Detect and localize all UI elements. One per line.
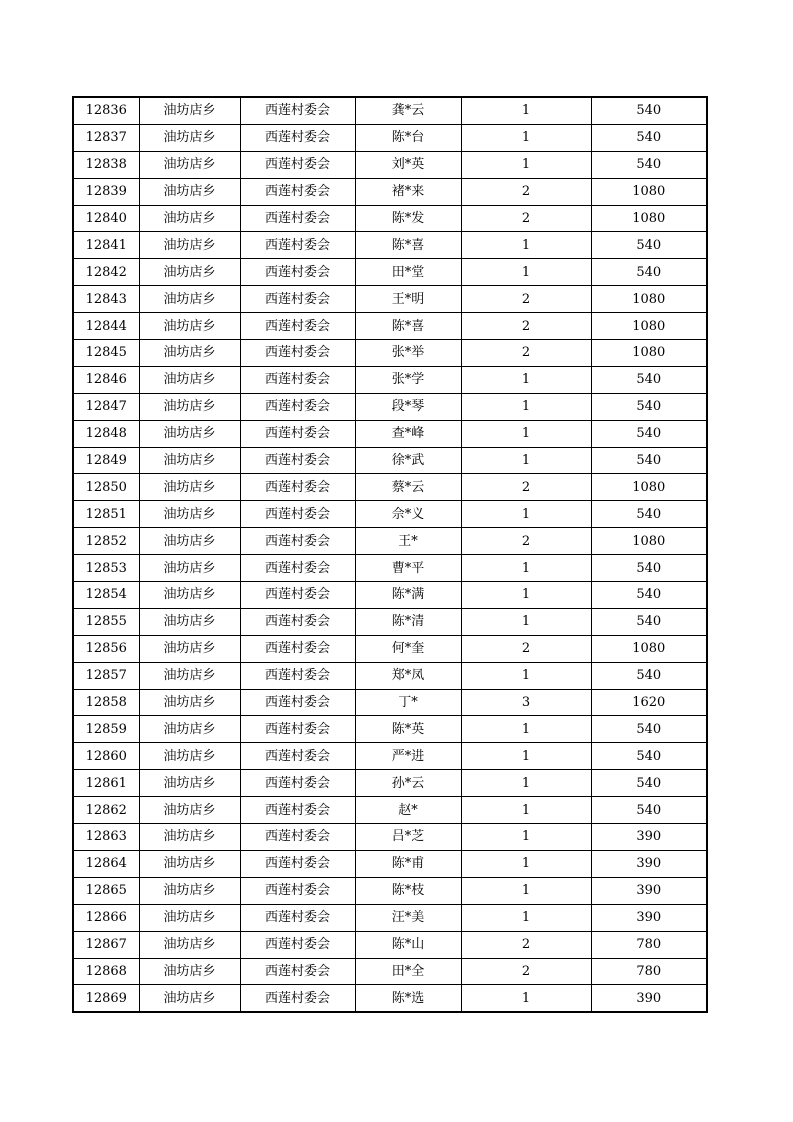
cell-amount: 1620 [591,689,707,716]
cell-id: 12861 [73,770,139,797]
cell-township: 油坊店乡 [139,904,240,931]
cell-count: 3 [461,689,591,716]
table-body [73,97,707,1012]
cell-count: 1 [461,797,591,824]
cell-id: 12855 [73,608,139,635]
table-row [73,716,707,743]
cell-village: 西莲村委会 [240,608,355,635]
cell-township: 油坊店乡 [139,528,240,555]
cell-village: 西莲村委会 [240,555,355,582]
cell-name: 陈*枝 [355,877,461,904]
cell-village: 西莲村委会 [240,877,355,904]
cell-amount: 390 [591,904,707,931]
cell-id: 12868 [73,958,139,985]
cell-amount: 780 [591,931,707,958]
cell-count: 1 [461,824,591,851]
cell-amount: 1080 [591,340,707,367]
cell-village: 西莲村委会 [240,259,355,286]
cell-township: 油坊店乡 [139,340,240,367]
cell-id: 12844 [73,313,139,340]
cell-amount: 1080 [591,178,707,205]
cell-name: 陈*满 [355,582,461,609]
cell-name: 陈*甫 [355,850,461,877]
cell-id: 12845 [73,340,139,367]
cell-amount: 540 [591,447,707,474]
table-row [73,366,707,393]
cell-id: 12856 [73,635,139,662]
table-row [73,958,707,985]
cell-count: 1 [461,985,591,1012]
table-row [73,770,707,797]
cell-count: 2 [461,528,591,555]
cell-township: 油坊店乡 [139,555,240,582]
cell-id: 12839 [73,178,139,205]
cell-township: 油坊店乡 [139,232,240,259]
cell-village: 西莲村委会 [240,340,355,367]
cell-township: 油坊店乡 [139,797,240,824]
cell-id: 12837 [73,124,139,151]
cell-count: 1 [461,124,591,151]
cell-count: 2 [461,931,591,958]
cell-township: 油坊店乡 [139,985,240,1012]
data-table [72,96,708,1013]
cell-count: 1 [461,716,591,743]
cell-township: 油坊店乡 [139,313,240,340]
cell-name: 陈*喜 [355,232,461,259]
cell-name: 陈*台 [355,124,461,151]
cell-count: 1 [461,366,591,393]
cell-id: 12869 [73,985,139,1012]
cell-name: 陈*英 [355,716,461,743]
cell-name: 徐*武 [355,447,461,474]
cell-village: 西莲村委会 [240,97,355,124]
cell-name: 曹*平 [355,555,461,582]
cell-township: 油坊店乡 [139,151,240,178]
cell-village: 西莲村委会 [240,824,355,851]
cell-amount: 540 [591,124,707,151]
cell-count: 1 [461,151,591,178]
cell-amount: 1080 [591,286,707,313]
cell-township: 油坊店乡 [139,178,240,205]
cell-name: 丁* [355,689,461,716]
cell-amount: 540 [591,259,707,286]
cell-township: 油坊店乡 [139,824,240,851]
cell-village: 西莲村委会 [240,716,355,743]
cell-count: 1 [461,662,591,689]
table-row [73,689,707,716]
cell-id: 12843 [73,286,139,313]
cell-name: 何*奎 [355,635,461,662]
table-row [73,393,707,420]
cell-township: 油坊店乡 [139,205,240,232]
cell-count: 1 [461,743,591,770]
cell-name: 孙*云 [355,770,461,797]
table-row [73,340,707,367]
cell-village: 西莲村委会 [240,635,355,662]
cell-amount: 1080 [591,474,707,501]
cell-village: 西莲村委会 [240,151,355,178]
table-row [73,313,707,340]
table-row [73,205,707,232]
cell-id: 12864 [73,850,139,877]
cell-township: 油坊店乡 [139,931,240,958]
cell-township: 油坊店乡 [139,286,240,313]
cell-village: 西莲村委会 [240,662,355,689]
cell-village: 西莲村委会 [240,205,355,232]
cell-amount: 540 [591,797,707,824]
cell-id: 12841 [73,232,139,259]
cell-name: 王* [355,528,461,555]
cell-id: 12860 [73,743,139,770]
table-row [73,824,707,851]
cell-name: 田*堂 [355,259,461,286]
cell-name: 张*举 [355,340,461,367]
cell-township: 油坊店乡 [139,635,240,662]
cell-township: 油坊店乡 [139,474,240,501]
cell-id: 12850 [73,474,139,501]
cell-amount: 540 [591,770,707,797]
cell-id: 12863 [73,824,139,851]
cell-count: 1 [461,877,591,904]
cell-id: 12842 [73,259,139,286]
cell-amount: 540 [591,420,707,447]
cell-name: 陈*发 [355,205,461,232]
cell-village: 西莲村委会 [240,366,355,393]
cell-count: 1 [461,259,591,286]
cell-id: 12852 [73,528,139,555]
cell-name: 段*琴 [355,393,461,420]
cell-village: 西莲村委会 [240,958,355,985]
cell-township: 油坊店乡 [139,689,240,716]
table-row [73,528,707,555]
cell-village: 西莲村委会 [240,420,355,447]
cell-id: 12838 [73,151,139,178]
table-row [73,635,707,662]
cell-name: 查*峰 [355,420,461,447]
cell-village: 西莲村委会 [240,850,355,877]
cell-village: 西莲村委会 [240,232,355,259]
cell-village: 西莲村委会 [240,124,355,151]
cell-count: 2 [461,178,591,205]
table-row [73,985,707,1012]
cell-township: 油坊店乡 [139,124,240,151]
cell-id: 12847 [73,393,139,420]
cell-village: 西莲村委会 [240,178,355,205]
cell-village: 西莲村委会 [240,770,355,797]
cell-count: 1 [461,447,591,474]
cell-name: 王*明 [355,286,461,313]
cell-name: 田*全 [355,958,461,985]
cell-village: 西莲村委会 [240,313,355,340]
table-row [73,124,707,151]
cell-township: 油坊店乡 [139,97,240,124]
cell-amount: 1080 [591,528,707,555]
cell-count: 1 [461,608,591,635]
table-row [73,797,707,824]
cell-township: 油坊店乡 [139,743,240,770]
cell-township: 油坊店乡 [139,608,240,635]
cell-village: 西莲村委会 [240,904,355,931]
cell-name: 刘*英 [355,151,461,178]
cell-name: 郑*凤 [355,662,461,689]
cell-name: 蔡*云 [355,474,461,501]
cell-count: 2 [461,313,591,340]
cell-count: 1 [461,393,591,420]
cell-count: 1 [461,555,591,582]
cell-count: 2 [461,205,591,232]
cell-village: 西莲村委会 [240,501,355,528]
cell-name: 吕*芝 [355,824,461,851]
cell-amount: 540 [591,232,707,259]
table-row [73,178,707,205]
cell-count: 2 [461,286,591,313]
table-row [73,850,707,877]
table-row [73,904,707,931]
cell-name: 陈*选 [355,985,461,1012]
cell-id: 12865 [73,877,139,904]
cell-count: 1 [461,850,591,877]
cell-count: 2 [461,340,591,367]
cell-amount: 540 [591,555,707,582]
cell-id: 12859 [73,716,139,743]
cell-count: 2 [461,474,591,501]
cell-id: 12862 [73,797,139,824]
cell-amount: 1080 [591,635,707,662]
cell-amount: 540 [591,151,707,178]
cell-township: 油坊店乡 [139,662,240,689]
cell-amount: 390 [591,824,707,851]
cell-village: 西莲村委会 [240,447,355,474]
cell-name: 严*进 [355,743,461,770]
cell-amount: 540 [591,608,707,635]
cell-name: 赵* [355,797,461,824]
cell-amount: 540 [591,743,707,770]
table-row [73,931,707,958]
cell-name: 龚*云 [355,97,461,124]
cell-id: 12848 [73,420,139,447]
cell-amount: 540 [591,662,707,689]
cell-amount: 390 [591,850,707,877]
cell-amount: 540 [591,366,707,393]
cell-township: 油坊店乡 [139,501,240,528]
cell-village: 西莲村委会 [240,743,355,770]
cell-amount: 390 [591,985,707,1012]
cell-village: 西莲村委会 [240,689,355,716]
table-row [73,555,707,582]
table-row [73,743,707,770]
cell-id: 12867 [73,931,139,958]
cell-township: 油坊店乡 [139,850,240,877]
cell-id: 12840 [73,205,139,232]
cell-amount: 1080 [591,205,707,232]
cell-id: 12853 [73,555,139,582]
table-row [73,877,707,904]
cell-id: 12846 [73,366,139,393]
cell-village: 西莲村委会 [240,797,355,824]
cell-name: 陈*山 [355,931,461,958]
cell-amount: 540 [591,393,707,420]
cell-amount: 1080 [591,313,707,340]
table-row [73,151,707,178]
table-row [73,97,707,124]
cell-count: 1 [461,501,591,528]
table-row [73,286,707,313]
cell-amount: 540 [591,97,707,124]
cell-township: 油坊店乡 [139,958,240,985]
cell-name: 褚*来 [355,178,461,205]
cell-name: 陈*喜 [355,313,461,340]
cell-amount: 540 [591,501,707,528]
cell-id: 12836 [73,97,139,124]
cell-id: 12866 [73,904,139,931]
cell-township: 油坊店乡 [139,366,240,393]
cell-count: 2 [461,958,591,985]
table-row [73,582,707,609]
cell-id: 12858 [73,689,139,716]
cell-township: 油坊店乡 [139,582,240,609]
cell-count: 1 [461,904,591,931]
cell-id: 12854 [73,582,139,609]
cell-count: 2 [461,635,591,662]
cell-township: 油坊店乡 [139,716,240,743]
table-row [73,447,707,474]
cell-count: 1 [461,232,591,259]
cell-township: 油坊店乡 [139,447,240,474]
cell-village: 西莲村委会 [240,528,355,555]
cell-id: 12851 [73,501,139,528]
cell-amount: 390 [591,877,707,904]
cell-name: 佘*义 [355,501,461,528]
table-row [73,232,707,259]
table-row [73,608,707,635]
cell-count: 1 [461,582,591,609]
table-row [73,420,707,447]
cell-name: 陈*清 [355,608,461,635]
cell-village: 西莲村委会 [240,582,355,609]
cell-count: 1 [461,420,591,447]
cell-township: 油坊店乡 [139,259,240,286]
cell-township: 油坊店乡 [139,877,240,904]
cell-village: 西莲村委会 [240,474,355,501]
cell-id: 12849 [73,447,139,474]
cell-id: 12857 [73,662,139,689]
cell-name: 张*学 [355,366,461,393]
cell-amount: 540 [591,582,707,609]
cell-amount: 780 [591,958,707,985]
table-row [73,474,707,501]
cell-name: 汪*美 [355,904,461,931]
table-row [73,259,707,286]
cell-village: 西莲村委会 [240,985,355,1012]
cell-amount: 540 [591,716,707,743]
cell-village: 西莲村委会 [240,393,355,420]
cell-township: 油坊店乡 [139,420,240,447]
cell-count: 1 [461,770,591,797]
cell-township: 油坊店乡 [139,770,240,797]
table-row [73,662,707,689]
cell-count: 1 [461,97,591,124]
cell-township: 油坊店乡 [139,393,240,420]
cell-village: 西莲村委会 [240,931,355,958]
cell-village: 西莲村委会 [240,286,355,313]
table-row [73,501,707,528]
